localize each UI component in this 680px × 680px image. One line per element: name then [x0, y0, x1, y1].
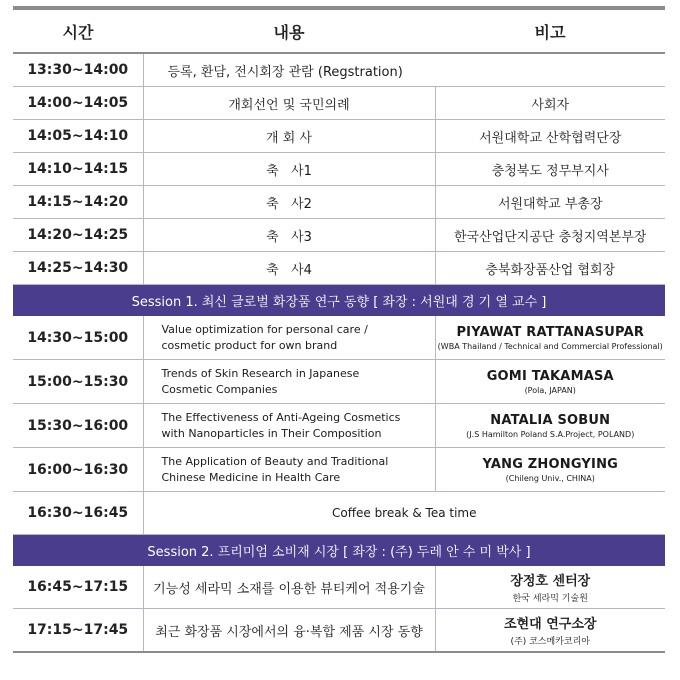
talk-title-line: The Application of Beauty and Traditional — [161, 454, 389, 468]
speaker-cell — [435, 316, 665, 360]
session-banner — [13, 535, 665, 567]
time-cell: 14:25~14:30 — [13, 252, 143, 285]
table-row — [13, 186, 665, 219]
table-row — [13, 252, 665, 285]
speaker-name: NATALIA SOBUN — [490, 412, 611, 428]
time-cell: 14:20~14:25 — [13, 219, 143, 252]
registration-cell: 등록, 환담, 전시회장 관람 (Regstration) — [143, 53, 665, 87]
header-note: 비고 — [435, 8, 665, 53]
time-cell: 14:05~14:10 — [13, 120, 143, 153]
time-cell: 16:00~16:30 — [13, 448, 143, 492]
table-row — [13, 566, 665, 609]
note-cell: 서원대학교 부총장 — [435, 186, 665, 219]
schedule-table — [13, 6, 665, 653]
note-cell: 충청북도 정무부지사 — [435, 153, 665, 186]
table-row — [13, 404, 665, 448]
session-2-title: Session 2. 프리미엄 소비재 시장 [ 좌장 : (주) 두레 안 수 미 박사 ] — [13, 535, 665, 567]
talk-title-cell — [143, 404, 435, 448]
talk-title-cell — [143, 448, 435, 492]
table-row — [13, 87, 665, 120]
time-cell: 15:30~16:00 — [13, 404, 143, 448]
time-cell: 14:00~14:05 — [13, 87, 143, 120]
table-row — [13, 448, 665, 492]
talk-title-cell — [143, 316, 435, 360]
time-cell: 14:15~14:20 — [13, 186, 143, 219]
time-cell: 14:30~15:00 — [13, 316, 143, 360]
content-cell: 개 회 사 — [143, 120, 435, 153]
speaker-affiliation: (J.S Hamilton Poland S.A.Project, POLAND) — [466, 429, 635, 439]
content-cell: 기능성 세라믹 소재를 이용한 뷰티케어 적용기술 — [143, 566, 435, 609]
content-cell: 축 사4 — [143, 252, 435, 285]
talk-title-cell — [143, 360, 435, 404]
talk-title-line: Cosmetic Companies — [161, 382, 278, 396]
speaker-affiliation: (WBA Thailand / Technical and Commercial Professional) — [437, 341, 663, 351]
time-cell: 16:45~17:15 — [13, 566, 143, 609]
speaker-cell — [435, 404, 665, 448]
table-row — [13, 120, 665, 153]
header-time: 시간 — [13, 8, 143, 53]
session-1-title: Session 1. 최신 글로벌 화장품 연구 동향 [ 좌장 : 서원대 경 기 열 교수 ] — [13, 285, 665, 317]
table-row — [13, 53, 665, 87]
speaker-affiliation: (Pola, JAPAN) — [524, 385, 576, 395]
speaker-cell — [435, 609, 665, 653]
time-cell: 13:30~14:00 — [13, 53, 143, 87]
speaker-name: 조현대 연구소장 — [504, 617, 597, 632]
talk-title-line: Value optimization for personal care / — [161, 322, 368, 336]
break-cell: Coffee break & Tea time — [143, 492, 665, 535]
note-cell: 충북화장품산업 협회장 — [435, 252, 665, 285]
time-cell: 14:10~14:15 — [13, 153, 143, 186]
talk-title-line: with Nanoparticles in Their Composition — [161, 426, 382, 440]
talk-title-line: Trends of Skin Research in Japanese — [161, 366, 360, 380]
talk-title-line: The Effectiveness of Anti-Ageing Cosmetics — [161, 410, 401, 424]
header-content: 내용 — [143, 8, 435, 53]
note-cell: 한국산업단지공단 충청지역본부장 — [435, 219, 665, 252]
speaker-affiliation: 한국 세라믹 기술원 — [512, 594, 588, 604]
note-cell: 서원대학교 산학협력단장 — [435, 120, 665, 153]
content-cell: 축 사3 — [143, 219, 435, 252]
table-row — [13, 219, 665, 252]
speaker-name: 장정호 센터장 — [510, 574, 591, 589]
speaker-cell — [435, 360, 665, 404]
content-cell: 개회선언 및 국민의례 — [143, 87, 435, 120]
content-cell: 최근 화장품 시장에서의 융·복합 제품 시장 동향 — [143, 609, 435, 653]
speaker-name: YANG ZHONGYING — [482, 456, 619, 472]
note-cell: 사회자 — [435, 87, 665, 120]
table-row — [13, 492, 665, 535]
speaker-affiliation: (Chileng Univ., CHINA) — [505, 473, 595, 483]
table-row — [13, 360, 665, 404]
time-cell: 17:15~17:45 — [13, 609, 143, 653]
speaker-name: PIYAWAT RATTANASUPAR — [456, 324, 645, 340]
talk-title-line: cosmetic product for own brand — [161, 338, 338, 352]
content-cell: 축 사1 — [143, 153, 435, 186]
content-cell: 축 사2 — [143, 186, 435, 219]
table-row — [13, 609, 665, 653]
talk-title-line: Chinese Medicine in Health Care — [161, 470, 341, 484]
speaker-name: GOMI TAKAMASA — [486, 368, 614, 384]
header-row — [13, 8, 665, 53]
time-cell: 16:30~16:45 — [13, 492, 143, 535]
time-cell: 15:00~15:30 — [13, 360, 143, 404]
program-schedule — [13, 6, 665, 653]
table-row — [13, 153, 665, 186]
speaker-cell — [435, 448, 665, 492]
speaker-cell — [435, 566, 665, 609]
speaker-affiliation: (주) 코스메카코리아 — [510, 637, 590, 647]
table-row — [13, 316, 665, 360]
session-banner — [13, 285, 665, 317]
